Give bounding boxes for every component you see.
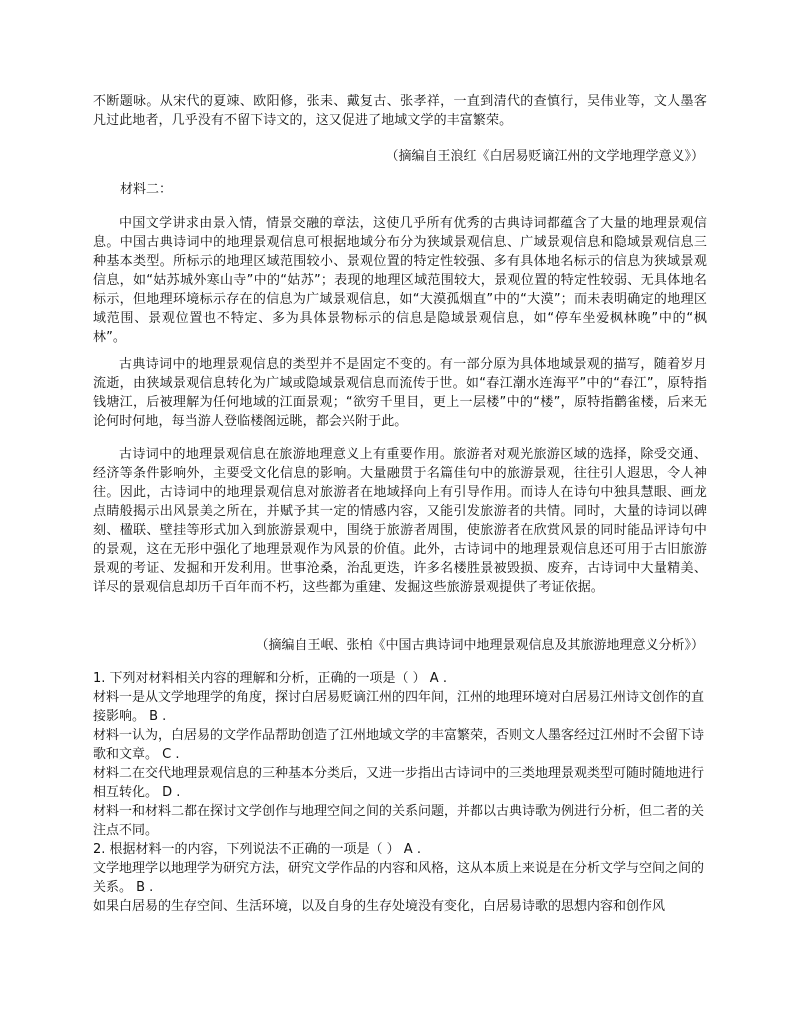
material2-paragraph-2: 古典诗词中的地理景观信息的类型并不是固定不变的。有一部分原为具体地域景观的描写，随着岁月流逝，由狭域景观信息转化为广域或隐域景观信息而流传于世。如“春江潮水连海平”中的“春江”，原特指钱塘江，后被理解为任何地域的江面景观；“欲穷千里目，更上一层楼”中的“楼”，原特指鹳雀楼，后来无论何时何地，每当游人登临楼阁远眺，都会兴附于此。 bbox=[93, 357, 707, 429]
question-2-option-a: 文学地理学以地理学为研究方法，研究文学作品的内容和风格，这从本质上来说是在分析文学与空间之间的关系。 B . bbox=[93, 861, 705, 895]
material2-paragraph-3: 古诗词中的地理景观信息在旅游地理意义上有重要作用。旅游者对观光旅游区域的选择，除受交通、经济等条件影响外，主要受文化信息的影响。大量融贯于名篇佳句中的旅游景观，往往引人遐思，令人神往。因此，古诗词中的地理景观信息对旅游者在地域择向上有引导作用。而诗人在诗句中独具慧眼、画龙点睛般揭示出风景美之所在，并赋予其一定的情感内容，又能引发旅游者的共情。同时，大量的诗词以碑刻、楹联、壁挂等形式加入到旅游景观中，围绕于旅游者周围，使旅游者在欣赏风景的同时能品评诗句中的景观，这在无形中强化了地理景观作为风景的价值。此外，古诗词中的地理景观信息还可用于古旧旅游景观的考证、发掘和开发利用。世事沧桑，治乱更迭，许多名楼胜景被毁损、废弃，古诗词中大量精美、详尽的景观信息却历千百年而不朽，这些都为重建、发掘这些旅游景观提供了考证依据。 bbox=[93, 447, 707, 595]
material2-source: （摘编自王岷、张柏《中国古典诗词中地理景观信息及其旅游地理意义分析》） bbox=[255, 638, 704, 653]
question-1-option-d: 材料一和材料二都在探讨文学创作与地理空间之间的关系问题，并都以古典诗歌为例进行分析，但二者的关注点不同。 bbox=[93, 804, 705, 838]
question-2-stem: 2. 根据材料一的内容，下列说法不正确的一项是（ ） A . bbox=[93, 842, 421, 857]
material2-paragraph-1: 中国文学讲求由景入情，情景交融的章法，这使几乎所有优秀的古典诗词都蕴含了大量的地理景观信息。中国古典诗词中的地理景观信息可根据地域分布分为狭域景观信息、广域景观信息和隐域景观信息三种基本类型。所标示的地理区域范围较小、景观位置的特定性较强、多有具体地名标示的信息为狭域景观信息，如“姑苏城外寒山寺”中的“姑苏”；表现的地理区域范围较大，景观位置的特定性较弱、无具体地名标示，但地理环境标示存在的信息为广域景观信息，如“大漠孤烟直”中的“大漠”；而未表明确定的地理区域范围、景观位置也不特定、多为具体景物标示的信息是隐域景观信息，如“停车坐爱枫林晚”中的“枫林”。 bbox=[93, 216, 707, 345]
question-1-option-c: 材料二在交代地理景观信息的三种基本分类后，又进一步指出古诗词中的三类地理景观类型可随时随地进行相互转化。 D . bbox=[93, 766, 705, 800]
question-1-option-a: 材料一是从文学地理学的角度，探讨白居易贬谪江州的四年间，江州的地理环境对白居易江州诗文创作的直接影响。 B . bbox=[93, 690, 705, 724]
material1-tail-paragraph: 不断题咏。从宋代的夏竦、欧阳修，张耒、戴复古、张孝祥，一直到清代的查慎行，吴伟业等，文人墨客凡过此地者，几乎没有不留下诗文的，这又促进了地域文学的丰富繁荣。 bbox=[93, 94, 707, 128]
question-1-option-b: 材料一认为，白居易的文学作品帮助创造了江州地域文学的丰富繁荣，否则文人墨客经过江州时不会留下诗歌和文章。 C . bbox=[93, 728, 705, 762]
material1-source: （摘编自王浪红《白居易贬谪江州的文学地理学意义》） bbox=[385, 149, 704, 164]
material2-heading: 材料二： bbox=[120, 182, 173, 197]
question-1-stem: 1. 下列对材料相关内容的理解和分析，正确的一项是（ ） A . bbox=[93, 671, 447, 686]
question-2-option-b: 如果白居易的生存空间、生活环境，以及自身的生存处境没有变化，白居易诗歌的思想内容和创作风 bbox=[93, 899, 666, 914]
